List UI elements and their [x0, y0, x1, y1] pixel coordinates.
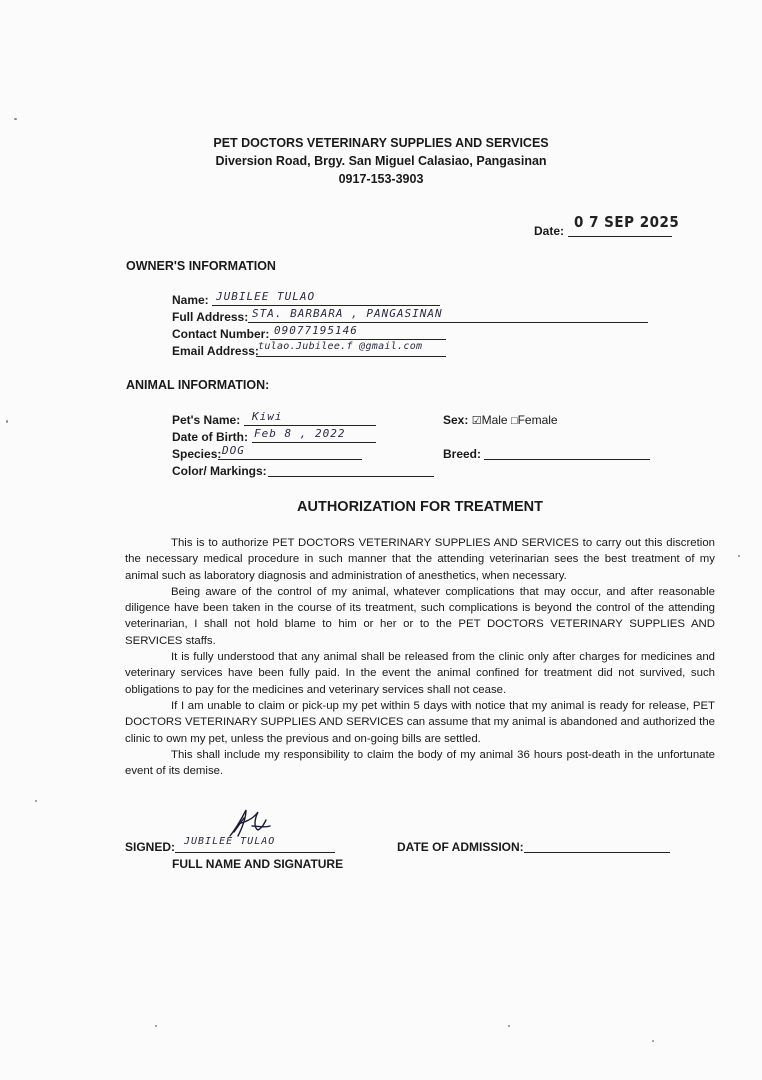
owner-email-line — [256, 356, 446, 357]
pet-name-value: Kiwi — [252, 410, 283, 423]
female-checkbox[interactable]: □ — [510, 415, 518, 427]
male-checkbox[interactable]: ☑ — [471, 415, 482, 427]
breed-line — [484, 459, 650, 460]
owner-name-value: JUBILEE TULAO — [216, 290, 316, 303]
owner-address-line — [248, 322, 648, 323]
animal-section-title: ANIMAL INFORMATION: — [126, 378, 270, 392]
scan-speck — [155, 1025, 157, 1027]
male-label: Male — [481, 413, 508, 427]
authorization-paragraph: If I am unable to claim or pick-up my pet within 5 days with notice that my animal is ready for release, PET DOCTORS VETERINARY SUPPLIES AND SERVICES can assume that my animal is abandoned and authorized the clinic to own my pet, unless the previous and on-going bills are settled. — [125, 699, 715, 745]
authorization-paragraph: Being aware of the control of my animal, whatever complications that may occur, and after reasonable diligence have been taken in the course of its treatment, such complications is beyond the control of the attending veterinarian, I shall not hold blame to him or her or to the PET DOCTORS VETERINARY SUPPLIES AND SERVICES staffs. — [125, 585, 715, 647]
sex-label: Sex: — [443, 413, 469, 427]
scan-speck — [652, 1040, 654, 1042]
breed-label: Breed: — [443, 447, 482, 461]
authorization-title: AUTHORIZATION FOR TREATMENT — [297, 499, 543, 515]
female-label: Female — [517, 413, 558, 427]
owner-name-label: Name: — [172, 293, 209, 307]
owner-email-value: tulao.Jubilee.f @gmail.com — [258, 341, 423, 352]
color-line — [268, 476, 434, 477]
sex-field — [443, 413, 558, 427]
species-value: DOG — [222, 444, 245, 457]
clinic-phone: 0917-153-3903 — [338, 172, 424, 186]
authorization-paragraph: This shall include my responsibility to claim the body of my animal 36 hours post-death in the unfortunate event of its demise. — [125, 748, 715, 778]
authorization-paragraph: This is to authorize PET DOCTORS VETERINARY SUPPLIES AND SERVICES to carry out this discretion the necessary medical procedure in such manner that the attending veterinarian sees the best treatment of my animal such as laboratory diagnosis and administration of anesthetics, when necessary. — [125, 537, 715, 582]
color-label: Color/ Markings: — [172, 464, 267, 478]
scan-speck — [14, 118, 17, 120]
date-label: Date: — [534, 224, 565, 238]
signed-line — [175, 852, 335, 853]
species-label: Species: — [172, 447, 222, 461]
owner-contact-value: 09077195146 — [274, 324, 358, 337]
dob-value: Feb 8 , 2022 — [254, 427, 346, 440]
authorization-paragraph: It is fully understood that any animal shall be released from the clinic only after charges for medicines and veterinary services have been fully paid. In the event the animal confined for treatment did not survived, such obligations to pay for the medicines and veterinary services shall not cease. — [125, 651, 715, 696]
pet-name-line — [244, 425, 376, 426]
owner-contact-label: Contact Number: — [172, 327, 270, 341]
scan-speck — [35, 800, 37, 802]
admission-line — [524, 852, 670, 853]
authorization-body — [125, 535, 715, 779]
owner-email-label: Email Address: — [172, 344, 259, 358]
species-line — [218, 459, 362, 460]
date-line — [568, 236, 672, 237]
scan-speck — [738, 555, 740, 557]
date-stamp: 0 7 SEP 2025 — [574, 213, 680, 231]
owner-section-title: OWNER'S INFORMATION — [126, 259, 276, 273]
clinic-name: PET DOCTORS VETERINARY SUPPLIES AND SERVICES — [213, 136, 549, 150]
dob-line — [252, 442, 376, 443]
signed-label: SIGNED: — [125, 840, 176, 854]
scan-speck — [6, 420, 8, 423]
scan-speck — [508, 1025, 510, 1027]
dob-label: Date of Birth: — [172, 430, 248, 444]
owner-address-value: STA. BARBARA , PANGASINAN — [252, 307, 443, 320]
owner-name-line — [212, 305, 440, 306]
owner-address-label: Full Address: — [172, 310, 249, 324]
owner-contact-line — [270, 339, 446, 340]
pet-name-label: Pet's Name: — [172, 413, 241, 427]
admission-label: DATE OF ADMISSION: — [397, 840, 524, 854]
clinic-address: Diversion Road, Brgy. San Miguel Calasiao, Pangasinan — [215, 154, 547, 168]
handwritten-signature — [224, 806, 274, 842]
signature-caption: FULL NAME AND SIGNATURE — [172, 857, 344, 871]
signed-name-value: JUBILEE TULAO — [184, 836, 276, 847]
